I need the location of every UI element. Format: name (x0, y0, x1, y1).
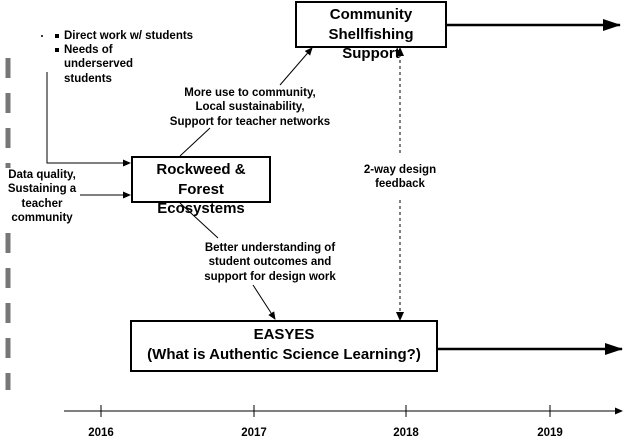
bullet-item-underserved: Needs of underserved students (64, 44, 134, 85)
bullet-marker-1 (55, 34, 59, 38)
easyes-benefits-label: Better understanding of student outcomes and support for design work (204, 242, 336, 283)
year-label-2019: 2019 (537, 427, 563, 439)
stray-dot (41, 35, 43, 37)
bullet-marker-2 (55, 48, 59, 52)
year-label-2017: 2017 (241, 427, 267, 439)
label-to-easyes-arrow (253, 285, 275, 319)
shellfishing-box-title: Community Shellfishing Support (328, 6, 414, 62)
year-label-2018: 2018 (393, 427, 419, 439)
rockweed-to-label-line (180, 128, 210, 156)
feedback-arrowhead-down (396, 312, 404, 321)
year-label-2016: 2016 (88, 427, 114, 439)
design-feedback-label: 2-way design feedback (354, 163, 446, 192)
shellfishing-benefits-label: More use to community, Local sustainability, Support for teacher networks (169, 87, 331, 128)
easyes-box-subtitle: (What is Authentic Science Learning?) (147, 346, 421, 363)
left-inputs-label: Data quality, Sustaining a teacher community (4, 168, 80, 226)
easyes-box-title: EASYES (253, 326, 315, 343)
rockweed-box-title: Rockweed & Forest Ecosystems (156, 161, 246, 217)
bullet-item-direct-work: Direct work w/ students (64, 30, 194, 42)
